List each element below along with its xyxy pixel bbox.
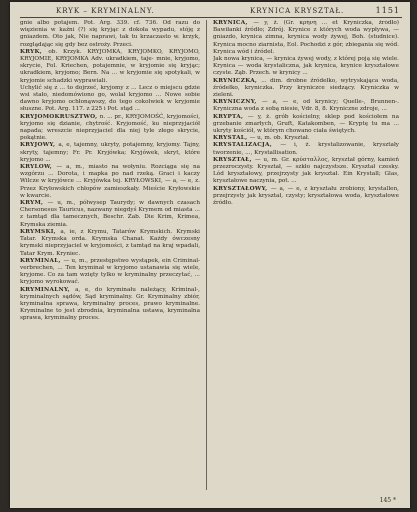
dictionary-entry — [213, 186, 399, 208]
left-column — [20, 20, 200, 494]
entry-headword: KRYSTAL, — [213, 135, 250, 142]
entry-headword: KRYMINALNY, — [20, 286, 76, 293]
entry-headword: KRYK, — [20, 48, 49, 55]
entry-headword: KRYMSKI, — [20, 228, 61, 235]
entry-headword: KRYNICA, — [213, 20, 254, 26]
entry-text: — u, m., przestępstwo wystąpek, ein Criminal- verbrechen, ... Ten kryminał w kryjomo ustanawia się wiele, kryjome. Co za tam wzięty tylko w kryminalny przeczytać, ... kryjomo wyrokować. — [20, 257, 200, 286]
dictionary-entry — [20, 287, 200, 323]
dictionary-entry — [213, 114, 399, 136]
header-left: KRYK – KRYMINALNY. — [56, 7, 155, 15]
dictionary-entry — [213, 20, 399, 56]
entry-text: Jak nowa krynica, — krynica żywej wody, z której poją się wiele. Krynica — woda krystaliczna, jak krynica, krynice kryształowe czyste. Ząb. Przech. w krynicy ... — [213, 56, 399, 77]
entry-headword: KRYNICZNY, — [213, 99, 262, 106]
entry-text: ob. Krzyk. KRYJOMKA, KRYJOMKO, KRYJOMO, KRYJOMIE, KRYJOMKA Adv. ukradkiem, taje- mnie, kryjomo, skrycie, Fol. Kriechen, potajemnie, w kryjomie się kryjąc; ukradkiem, kryjomo; Bern. Na ... w kryjomie się spotykali, w kryjomie schadzki wyprawiali. — [20, 48, 200, 84]
entry-headword: KRYSZTAŁ, — [213, 156, 256, 163]
header-right: KRYNICA KRYSZTAŁ. — [250, 7, 345, 15]
dictionary-entry — [213, 142, 399, 156]
entry-text: — a, — e, z kryształu zrobiony, krystallen, przejrzysty jak kryształ, czysty; kryształowa woda, kryształowe źródło. — [213, 185, 399, 207]
entry-text: — a, — e, od krynicy; Quelle-, Brunnen-. Kryniczna woda z sobą niesie, Vdr. 8, 8. Kryniczne zdroje, ... — [213, 99, 399, 113]
entry-text: a, e, tajemny, ukryty, potajemny, kryjomy. Tajny, skryty, tajemny; Fr. Pr. Kryjówka; Kryjówek, skryt, które kryjomo ... — [20, 142, 200, 163]
dictionary-entry — [213, 78, 399, 100]
dictionary-entry — [20, 258, 200, 287]
entry-text: — y, ż. grób kościelny, sklep pod kościołem na grzebanie zmarłych, Gruft, Katakomben, — Kryptę tu ma ... ukryty kościół, w którym chowano ciała świętych. — [213, 113, 399, 135]
entry-text: n. ... pr., KRYJOMOŚĆ, kryjomości, kryjomo się dzianie, chytrość. Kryjomość, ku nieprzyjaciół napada; wreszcie nieprzyjaciel dla niej tyle złego skrycie, pokątnie. — [20, 113, 200, 142]
entry-headword: KRYPTA, — [213, 113, 248, 120]
entry-headword: KRYJOMOKRUSZTWO, — [20, 113, 100, 120]
entry-text: — a, m., miasto na wołyniu. Rozciąga się na wzgórzu ... Dorota, i mapka po nad rzeką. Graci i kaczy Wilcze w kryjówce ... Kryjówka tej. KRYŁOWSKI, — a, — e, z. Przez Kryłowskich chłopów zamieszkały. Mieście Kryłowskie w kwarcie. — [20, 164, 200, 199]
entry-text: — i, ż. krystalizowanie, kryształy tworzenie, ..., Krystallisation. — [213, 142, 399, 156]
catchword: 145 * — [379, 497, 396, 504]
entry-text: gnie albo potajem. Pot. Arg. 339. cf. 736. Od razu do więzienia w kaźni (?) się kryjąc z dokoła wypadu, stóję z gniazdem. Oto jak, Nie naprawi, tak tu krzaczasto w. krzyk, rozglądając się gdy bez ostroży. Przeci. — [20, 20, 200, 48]
right-column — [213, 20, 399, 494]
entry-headword: KRYJOWY, — [20, 142, 59, 149]
dictionary-entry — [20, 164, 200, 200]
entry-text: — y, ż. (Gr. κρήνη ... et Kryniczka, źródło) Bawiłanki źródło; Zdrój. Krynice z których woda wypływa, — gniazdo, krynica zimna, krynica wody żywej, Boh. (studnice). Krynica mocno ziarnista, Eol. Pochodzi z gór, zbiegania się wód. Krynica wód i źródeł. — [213, 20, 399, 55]
dictionary-entry — [20, 229, 200, 258]
column-divider — [206, 20, 207, 490]
entry-text: — u, m. ob. Kryształ. — [249, 135, 310, 142]
dictionary-page — [10, 2, 410, 508]
dictionary-entry — [213, 56, 399, 78]
entry-headword: KRYNICZKA, — [213, 77, 262, 84]
dictionary-entry — [20, 142, 200, 164]
dictionary-entry — [20, 85, 200, 114]
entry-text: a, ie, z Krymu, Tatarów Krymskich. Krymski Tatar. Krymska orda. Krymska Chanat. Każdy ówczesny krymski nieprzyjaciel w kryjomości, z tamtąd na kraj wpadali, Tatar Krym. Kryniec. — [20, 228, 200, 257]
entry-text: ... dim. drobne źródełko, wytryskająca woda, źródełko, kryniczka. Przy kryniczce siedzący. Kryniczka w zieleni. — [213, 77, 399, 99]
entry-headword: KRYSZTAŁOWY, — [213, 185, 271, 192]
dictionary-entry — [20, 114, 200, 143]
entry-text: Uchylić się z ... to dojrzeć, kryjomy z ... Lecz o miejscu gdzie wsi stało, niedomówiono go, wolał kryjomo ... Nowe sobie dawno kryjomo ochłonąwszy, do tego cokolwiek w kryjomie słuszne. Pot. Arg. 117. z 225 i Pot. stąd ... — [20, 84, 200, 113]
page-number: 1151 — [375, 6, 400, 15]
entry-text: — u, m., półwysep Taurydy; w dawnych czasach Chersonesus Tauricus, nazwany niegdyś Krymem od miasta ... z tamtąd dla tamecznych, Beschr. Zab. Die Krim, Krimea, Krymska ziemia. — [20, 200, 200, 228]
entry-text: a, e, do kryminału należący, Kriminal-, kryminalnych sądów, Sąd kryminalny. Gr. Kryminalny zbiór, kryminalna sprawa, kryminalny proces, prawo kryminalne. Kryminalne to jest zbrodnia, kryminalna ustawa, kryminalna sprawa, kryminalny proces. — [20, 286, 200, 322]
dictionary-entry — [213, 135, 399, 142]
header-rule — [20, 17, 402, 18]
dictionary-entry — [20, 20, 200, 49]
entry-headword: KRYM, — [20, 200, 48, 207]
dictionary-entry — [213, 99, 399, 113]
dictionary-entry — [213, 157, 399, 186]
entry-headword: KRYSTALIZACJA, — [213, 142, 281, 149]
entry-headword: KRYMINAL, — [20, 257, 64, 264]
dictionary-entry — [20, 49, 200, 85]
entry-text: — u, m. Gr. κρύσταλλος, kryształ górny, kamień przezroczysty. Kryształ, — szkło najczystsze. Kryształ czesky. Lód kryształowy, przejrzysty jak kryształ. Ein Krystall; Glas, kryształowe naczynia, pot. ... — [213, 156, 399, 185]
dictionary-entry — [20, 200, 200, 229]
entry-headword: KRYLOW, — [20, 164, 57, 171]
